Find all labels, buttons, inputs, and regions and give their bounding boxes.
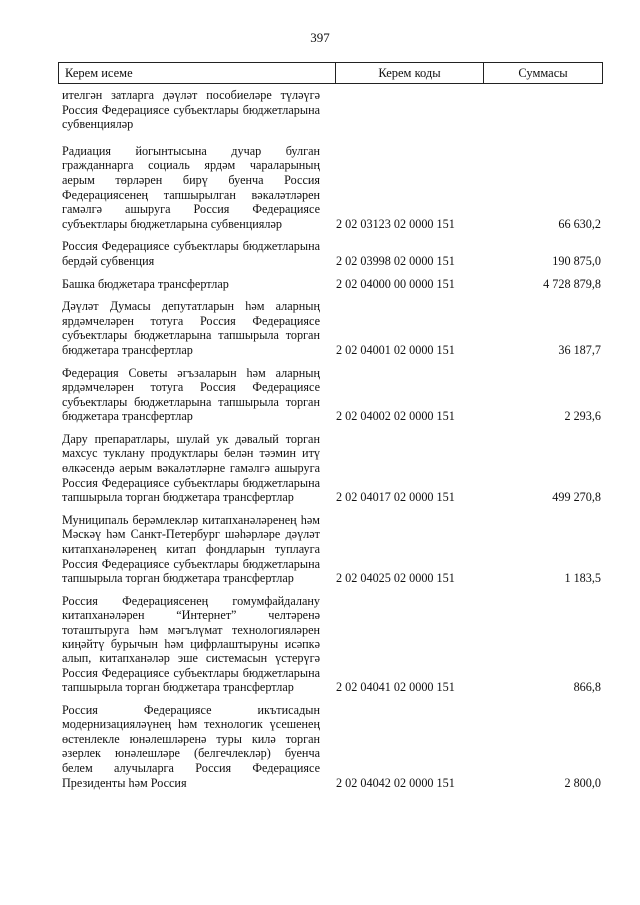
row-name: Башка бюджетара трансфертлар (62, 276, 229, 291)
row-code: 2 02 03998 02 0000 151 (336, 253, 455, 268)
row-name: Радиация йогынтысына дучар булган гражданнарга социаль ярдәм чараларының аерым төрләрен бирү буенча Россия Федерациясенең тапшырылган вәкаләтләрен гамәлгә ашыруга Россия Федерациясе субъектлары бюджетларына субвенцияләр (62, 143, 320, 231)
row-name: Дәүләт Думасы депутатларын һәм аларның ярдәмчеләрен тотуга Россия Федерациясе субъектлары бюджетларына тапшырыла торган бюджетара трансфертлар (62, 299, 320, 357)
row-sum: 499 270,8 (552, 490, 601, 505)
row-sum: 190 875,0 (552, 253, 601, 268)
row-code: 2 02 04002 02 0000 151 (336, 409, 455, 424)
row-name: Федерация Советы әгъзаларын һәм аларның ярдәмчеләрен тотуга Россия Федерациясе субъектлары бюджетларына тапшырыла торган бюджетара трансфертлар (62, 365, 320, 424)
page-number: 397 (310, 30, 330, 45)
row-sum: 66 630,2 (558, 216, 601, 231)
row-name: Россия Федерациясе субъектлары бюджетларына бердәй субвенция (62, 239, 320, 268)
row-name: Россия Федерациясе икътисадын модернизацияләүнең һәм технологик үсешенең өстенлекле юнәлешләренә туры килә торган әзерлек юнәлешләре (белгечлекләр) буенча белем алучыларга Россия Федерациясе Президенты һәм Россия (62, 702, 320, 790)
row-sum: 1 183,5 (564, 571, 601, 586)
column-header-code: Керем коды (336, 63, 484, 83)
row-sum: 4 728 879,8 (543, 276, 601, 291)
row-name: Дару препаратлары, шулай ук дәвалый торган махсус туклану продуктлары белән тәэмин итү өлкәсендә аерым вәкаләтләрне гамәлгә ашыруга Россия Федерациясе субъектлары бюджетларына тапшырыла торган бюджетара трансфертлар (62, 431, 320, 505)
table-row (62, 144, 603, 232)
row-sum: 866,8 (573, 680, 601, 695)
row-sum: 2 800,0 (564, 775, 601, 790)
table-header (58, 62, 603, 84)
column-header-sum: Суммасы (518, 65, 568, 80)
table-row (62, 366, 603, 424)
table-row (62, 239, 603, 268)
table-row (62, 299, 603, 357)
row-name: Муниципаль берәмлекләр китапханәләренең һәм Мәскәү һәм Санкт-Петербург шәһәрләре дәүләт китапханәләренең китап фондларын туплауга Россия Федерациясе субъектлары бюджетларына тапшырыла торган бюджетара трансфертлар (62, 512, 320, 586)
table-row (62, 432, 603, 505)
row-code: 2 02 04017 02 0000 151 (336, 490, 455, 505)
row-code: 2 02 04000 00 0000 151 (336, 276, 455, 291)
table-row (62, 277, 603, 292)
row-code: 2 02 03123 02 0000 151 (336, 216, 455, 231)
row-code: 2 02 04042 02 0000 151 (336, 775, 455, 790)
table-row (62, 594, 603, 695)
table-row (62, 703, 603, 791)
row-name: Россия Федерациясенең гомумфайдалану китапханәләрен “Интернет” челтәренә тоташтыруга һәм мәгълүмат технологияләрен киңәйтү бурычын һәм цифрлаштыруны исәпкә алып, китапханәләр эше системасын үстерүгә Россия Федерациясе субъектлары бюджетларына тапшырыла торган бюджетара трансфертлар (62, 593, 320, 695)
row-code: 2 02 04025 02 0000 151 (336, 571, 455, 586)
row-name: ителгән затларга дәүләт пособиеләре түләүгә Россия Федерациясе субъектлары бюджетларына субвенцияләр (62, 88, 320, 132)
table-row (62, 513, 603, 586)
table-row (62, 88, 603, 132)
table-body (62, 88, 603, 798)
row-sum: 36 187,7 (558, 342, 601, 357)
column-header-name: Керем исеме (59, 63, 336, 83)
row-code: 2 02 04001 02 0000 151 (336, 342, 455, 357)
row-sum: 2 293,6 (564, 409, 601, 424)
row-code: 2 02 04041 02 0000 151 (336, 680, 455, 695)
